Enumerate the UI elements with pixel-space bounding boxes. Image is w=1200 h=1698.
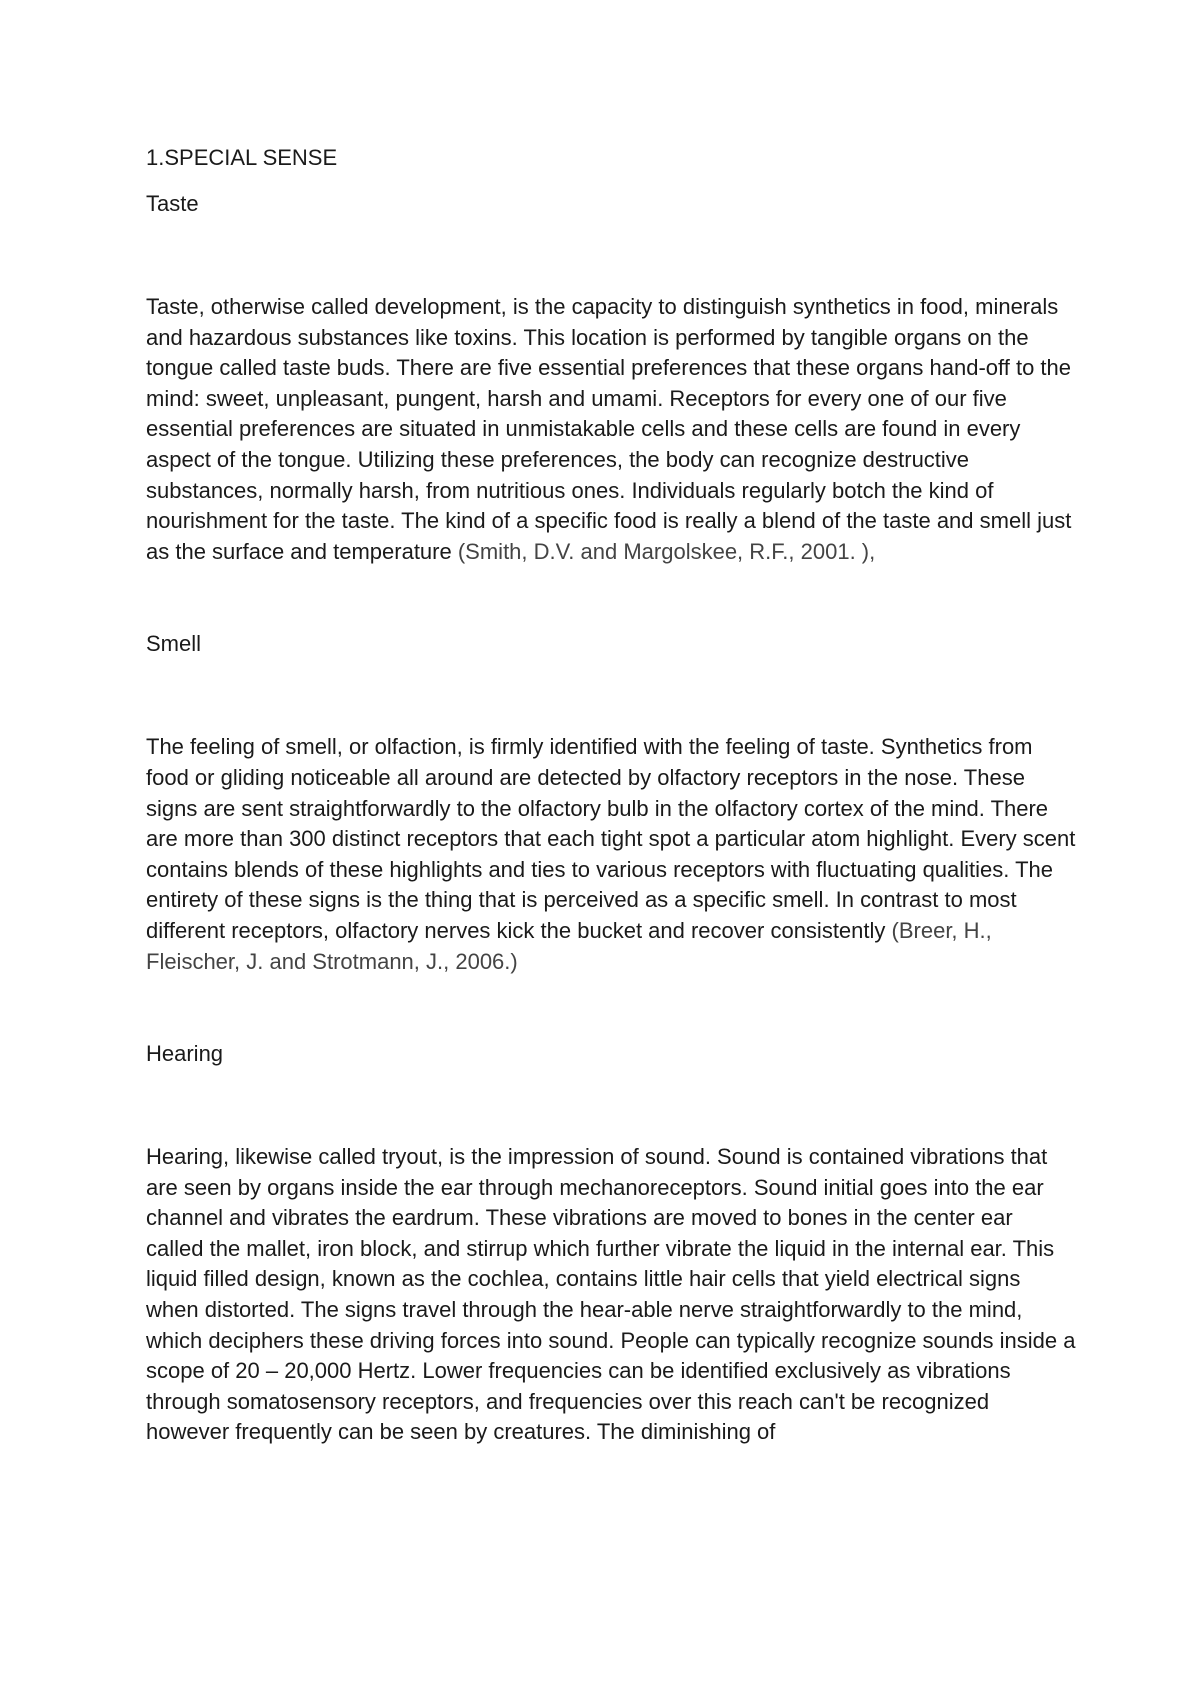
paragraph-text: Taste, otherwise called development, is the capacity to distinguish synthetics in food, minerals and hazardous substances like toxins. This location is performed by tangible organs on the tongue called taste buds. There are five essential preferences that these organs hand-off to the mind: sweet, unpleasant, pungent, harsh and umami. Receptors for every one of our five essential preferences are situated in unmistakable cells and these cells are found in every aspect of the tongue. Utilizing these preferences, the body can recognize destructive substances, normally harsh, from nutritious ones. Individuals regularly botch the kind of nourishment for the taste. The kind of a specific food is really a blend of the taste and smell just as the surface and temperature — [146, 294, 1072, 564]
section-paragraph-smell — [146, 732, 1076, 977]
section-paragraph-hearing — [146, 1142, 1076, 1448]
section-heading-smell: Smell — [146, 631, 202, 657]
document-body — [146, 143, 1076, 1448]
section-heading-taste: Taste — [146, 191, 199, 216]
section-paragraph-taste — [146, 292, 1076, 567]
section-heading-hearing: Hearing — [146, 1041, 224, 1067]
paragraph-text: The feeling of smell, or olfaction, is firmly identified with the feeling of taste. Synthetics from food or gliding noticeable all around are detected by olfactory receptors in the nose. These signs are sent straightforwardly to the olfactory bulb in the olfactory cortex of the mind. There are more than 300 distinct receptors that each tight spot a particular atom highlight. Every scent contains blends of these highlights and ties to various receptors with fluctuating qualities. The entirety of these signs is the thing that is perceived as a specific smell. In contrast to most different receptors, olfactory nerves kick the bucket and recover consistently — [146, 734, 1076, 943]
citation: (Breer, H., Fleischer, J. and Strotmann, J., 2006.) — [146, 917, 992, 974]
citation: (Smith, D.V. and Margolskee, R.F., 2001. ), — [457, 538, 876, 564]
paragraph-text: Hearing, likewise called tryout, is the impression of sound. Sound is contained vibrations that are seen by organs inside the ear through mechanoreceptors. Sound initial goes into the ear channel and vibrates the eardrum. These vibrations are moved to bones in the center ear called the mallet, iron block, and stirrup which further vibrate the liquid in the internal ear. This liquid filled design, known as the cochlea, contains little hair cells that yield electrical signs when distorted. The signs travel through the hear-able nerve straightforwardly to the mind, which deciphers these driving forces into sound. People can typically recognize sounds inside a scope of 20 – 20,000 Hertz. Lower frequencies can be identified exclusively as vibrations through somatosensory receptors, and frequencies over this reach can't be recognized however frequently can be seen by creatures. The diminishing of — [146, 1144, 1076, 1445]
document-title: 1.SPECIAL SENSE — [146, 145, 338, 170]
